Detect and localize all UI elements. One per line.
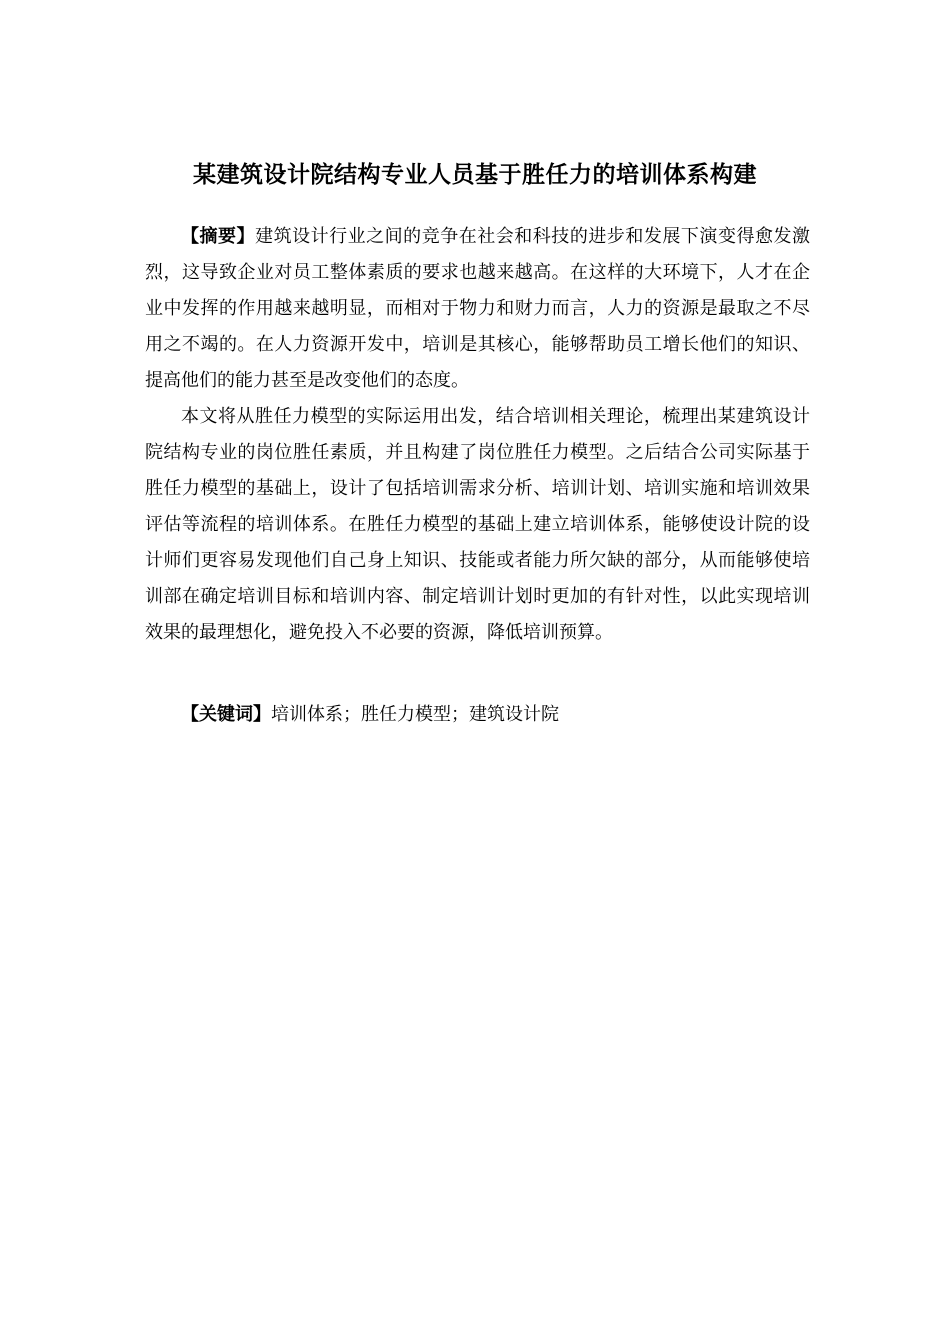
abstract-paragraph bbox=[145, 219, 810, 399]
document-title: 某建筑设计院结构专业人员基于胜任力的培训体系构建 bbox=[193, 162, 757, 188]
keywords-text: 培训体系；胜任力模型；建筑设计院 bbox=[271, 704, 559, 725]
keywords-paragraph bbox=[145, 697, 810, 733]
body-paragraph: 本文将从胜任力模型的实际运用出发，结合培训相关理论，梳理出某建筑设计院结构专业的岗位胜任素质，并且构建了岗位胜任力模型。之后结合公司实际基于胜任力模型的基础上，设计了包括培训需求分析、培训计划、培训实施和培训效果评估等流程的培训体系。在胜任力模型的基础上建立培训体系，能够使设计院的设计师们更容易发现他们自己身上知识、技能或者能力所欠缺的部分，从而能够使培训部在确定培训目标和培训内容、制定培训计划时更加的有针对性，以此实现培训效果的最理想化，避免投入不必要的资源，降低培训预算。 bbox=[145, 406, 810, 643]
keywords-label: 【关键词】 bbox=[181, 704, 271, 725]
abstract-label: 【摘要】 bbox=[181, 226, 256, 247]
abstract-text: 建筑设计行业之间的竞争在社会和科技的进步和发展下演变得愈发激烈，这导致企业对员工整体素质的要求也越来越高。在这样的大环境下，人才在企业中发挥的作用越来越明显，而相对于物力和财力而言，人力的资源是最取之不尽用之不竭的。在人力资源开发中，培训是其核心，能够帮助员工增长他们的知识、提高他们的能力甚至是改变他们的态度。 bbox=[145, 226, 810, 391]
